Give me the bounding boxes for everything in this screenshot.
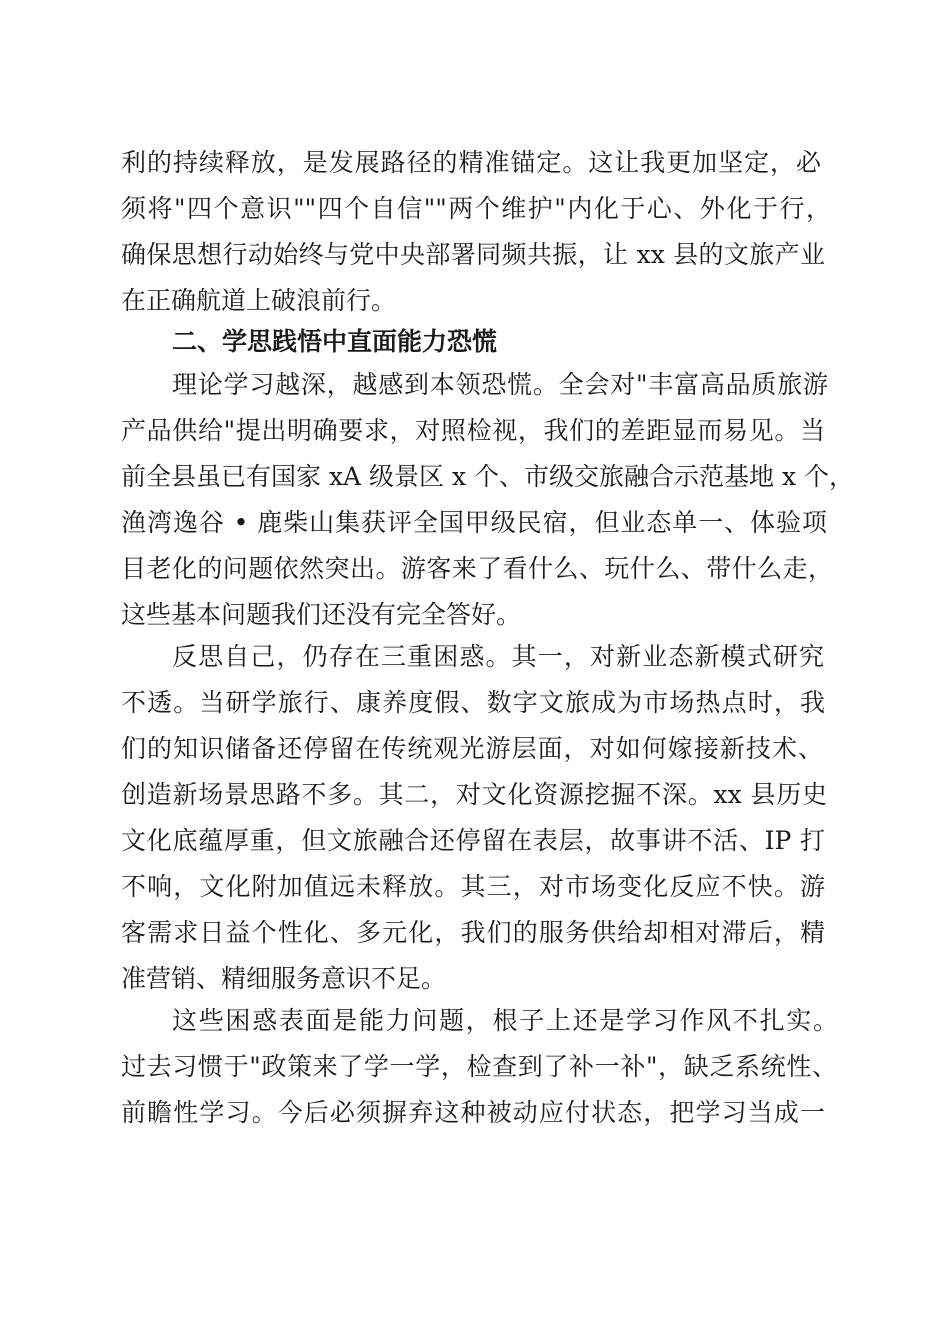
paragraph-2-line-3: 前全县虽已有国家 xA 级景区 x 个、市级交旅融合示范基地 x 个， (121, 462, 855, 491)
paragraph-2-line-6: 这些基本问题我们还没有完全答好。 (121, 600, 522, 629)
paragraph-4-line-1: 这些困惑表面是能力问题，根子上还是学习作风不扎实。 (172, 1006, 838, 1035)
paragraph-3-line-5: 文化底蕴厚重，但文旅融合还停留在表层，故事讲不活、IP 打 (121, 826, 825, 855)
paragraph-2-line-5: 目老化的问题依然突出。游客来了看什么、玩什么、带什么走， (121, 554, 833, 583)
paragraph-3-line-6: 不响，文化附加值远未释放。其三，对市场变化反应不快。游 (121, 872, 825, 901)
paragraph-3-line-2: 不透。当研学旅行、康养度假、数字文旅成为市场热点时，我 (121, 688, 825, 717)
paragraph-4-line-3: 前瞻性学习。今后必须摒弃这种被动应付状态，把学习当成一 (121, 1098, 825, 1127)
paragraph-2-line-1: 理论学习越深，越感到本领恐慌。全会对"丰富高品质旅游 (172, 370, 828, 399)
paragraph-3-line-7: 客需求日益个性化、多元化，我们的服务供给却相对滞后，精 (121, 918, 825, 947)
paragraph-1-line-1: 利的持续释放，是发展路径的精准锚定。这让我更加坚定，必 (121, 148, 821, 177)
paragraph-1-line-4: 在正确航道上破浪前行。 (121, 286, 397, 315)
paragraph-2-line-4: 渔湾逸谷 • 鹿柴山集获评全国甲级民宿，但业态单一、体验项 (121, 508, 827, 537)
paragraph-3-line-8: 准营销、精细服务意识不足。 (121, 964, 447, 993)
paragraph-1-line-2: 须将"四个意识""四个自信""两个维护"内化于心、外化于行， (121, 194, 831, 223)
paragraph-1-line-3: 确保思想行动始终与党中央部署同频共振，让 xx 县的文旅产业 (121, 240, 825, 269)
paragraph-3-line-1: 反思自己，仍存在三重困惑。其一，对新业态新模式研究 (172, 642, 824, 671)
section-heading: 二、学思践悟中直面能力恐慌 (172, 327, 498, 356)
paragraph-2-line-2: 产品供给"提出明确要求，对照检视，我们的差距显而易见。当 (121, 416, 825, 445)
paragraph-4-line-2: 过去习惯于"政策来了学一学，检查到了补一补"，缺乏系统性、 (121, 1052, 837, 1081)
paragraph-3-line-3: 们的知识储备还停留在传统观光游层面，对如何嫁接新技术、 (121, 734, 823, 763)
paragraph-3-line-4: 创造新场景思路不多。其二，对文化资源挖掘不深。xx 县历史 (121, 780, 827, 809)
